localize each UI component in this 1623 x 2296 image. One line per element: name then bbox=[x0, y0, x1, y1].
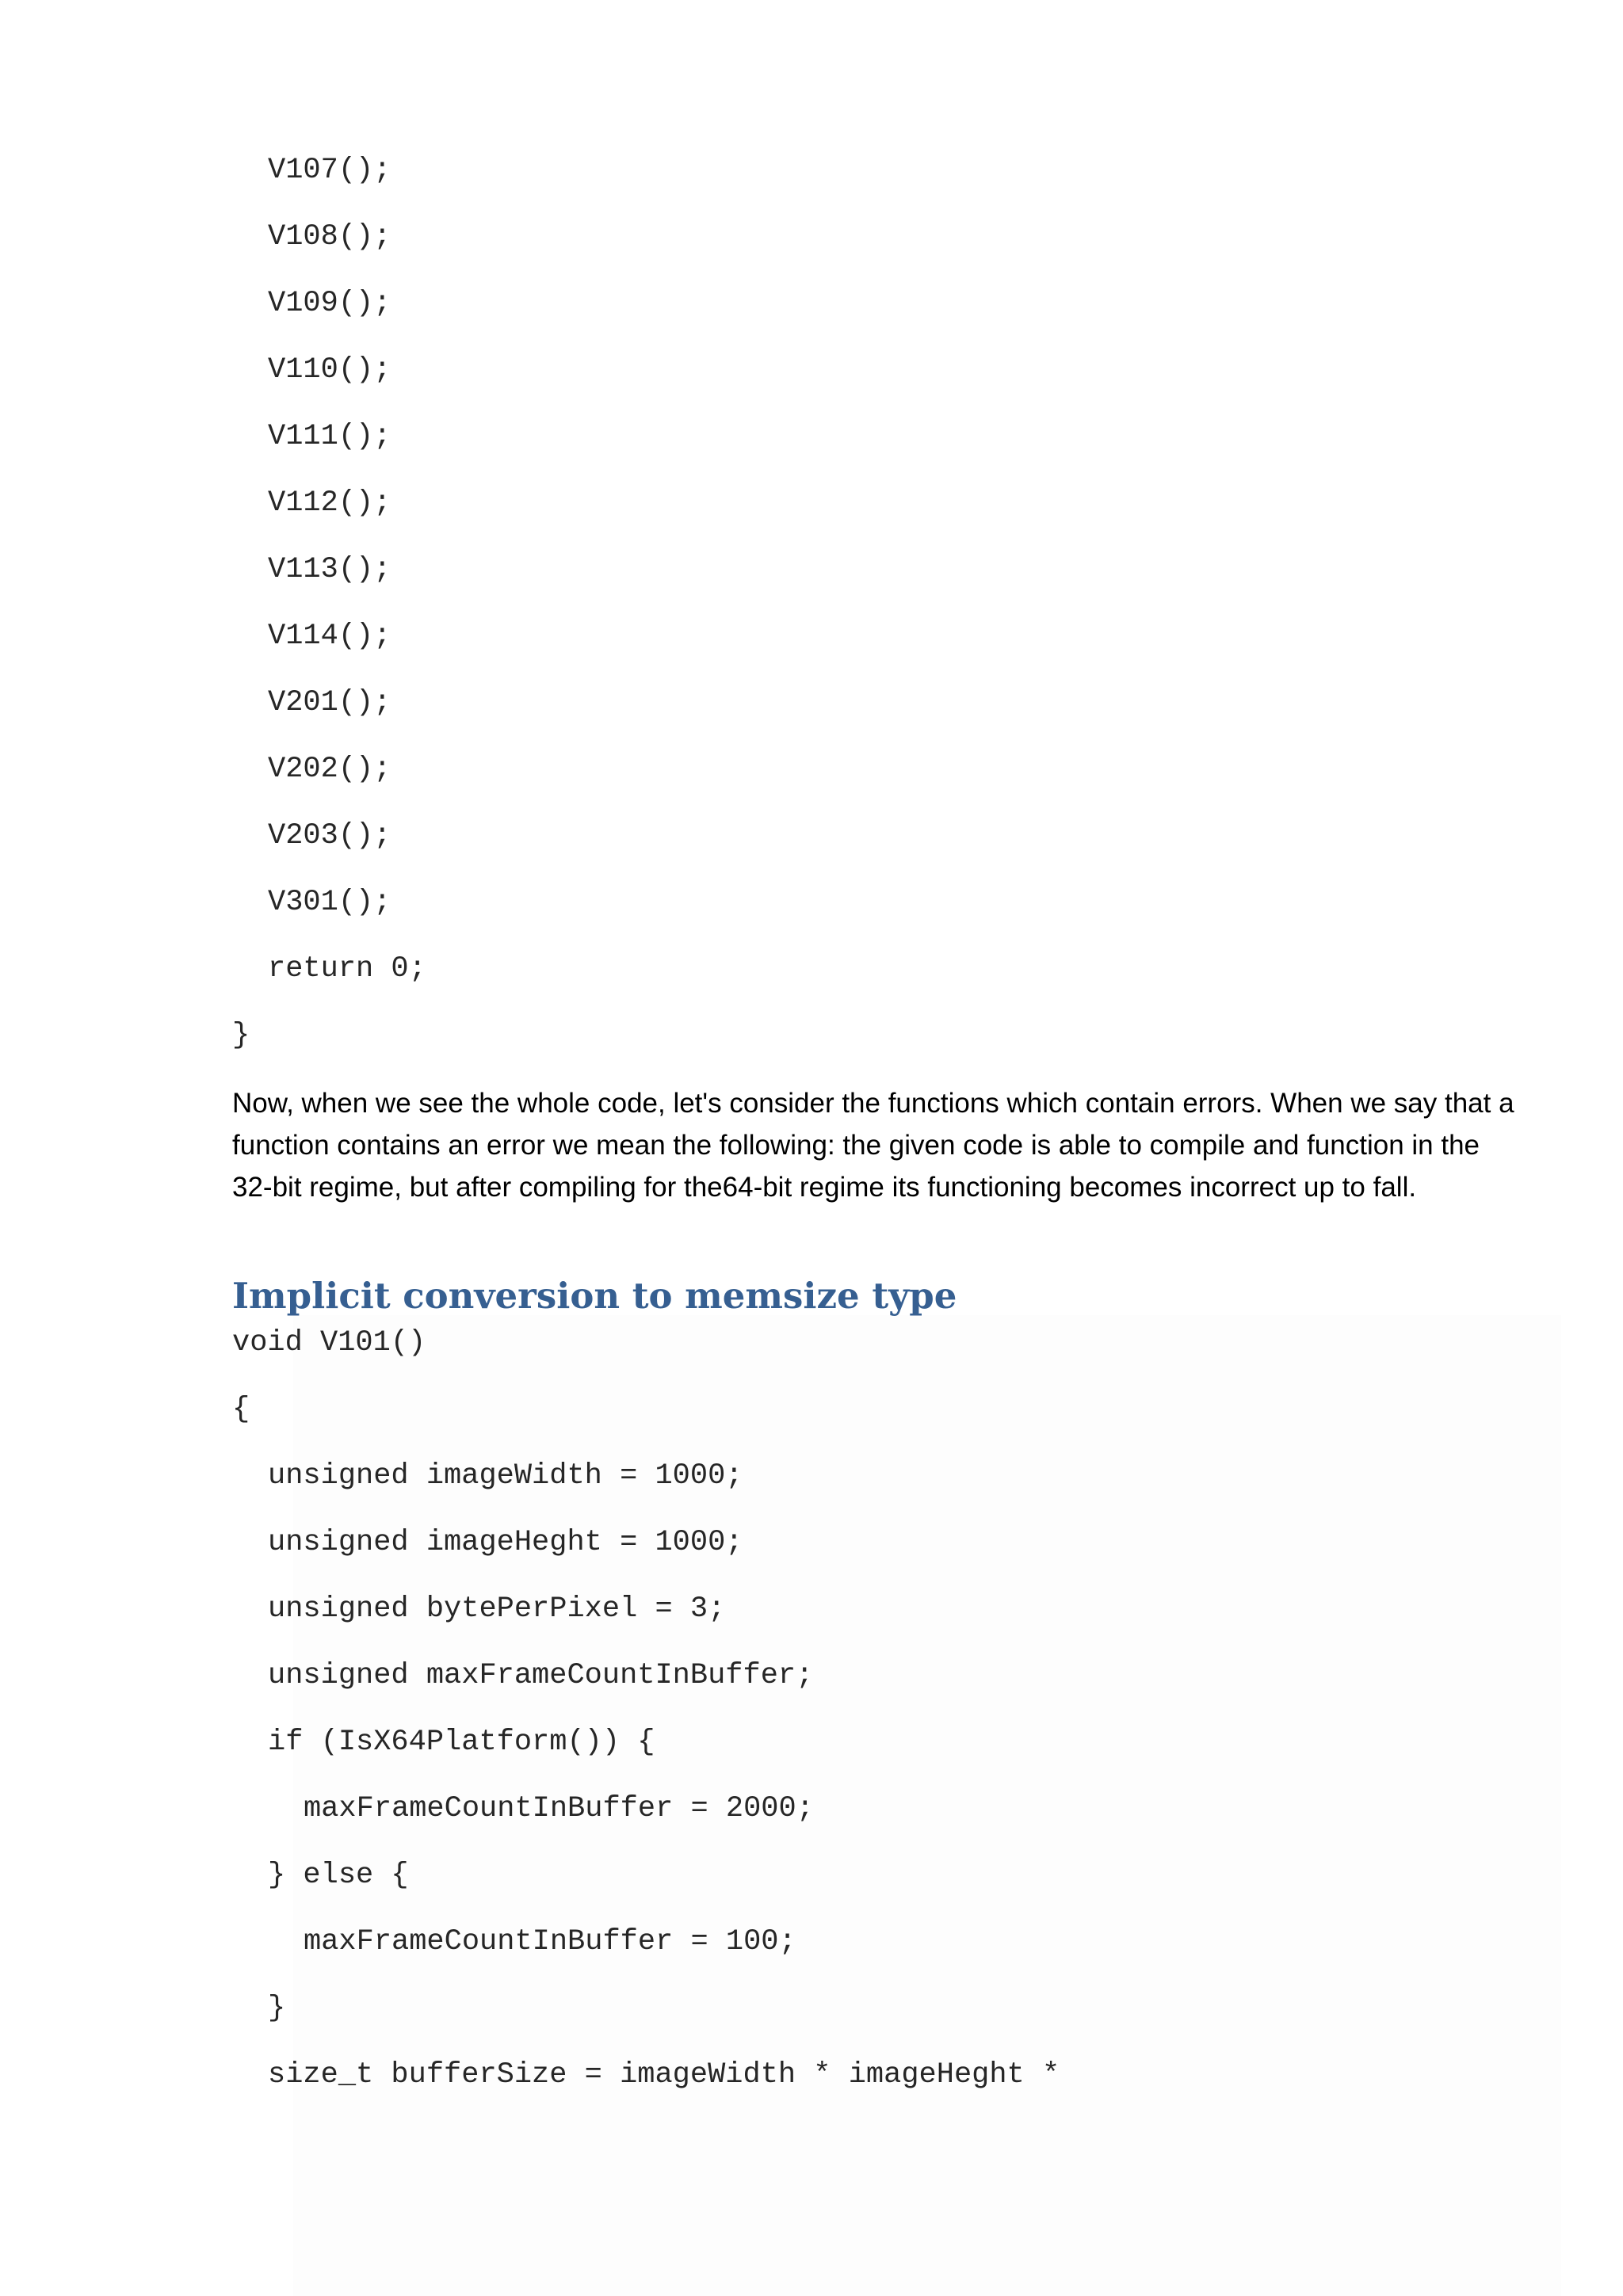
code-line-return: return 0; bbox=[268, 952, 426, 986]
code-line: V301(); bbox=[268, 886, 391, 919]
code-line: if (IsX64Platform()) { bbox=[268, 1726, 655, 1759]
code-line: V111(); bbox=[268, 420, 391, 453]
body-paragraph: Now, when we see the whole code, let's consider the functions which contain errors. When we say that a function contains an error we mean the following: the given code is able to compile and function in the 32-bit regime, but after compiling for the64-bit regime its functioning becomes incorrect up to fall. bbox=[232, 1088, 1514, 1203]
code-line: size_t bufferSize = imageWidth * imageHeght * bbox=[268, 2058, 1060, 2092]
code-line: maxFrameCountInBuffer = 2000; bbox=[304, 1792, 814, 1825]
code-line: V109(); bbox=[268, 287, 391, 320]
code-closing-brace: } bbox=[232, 1019, 250, 1052]
function-signature: void V101() bbox=[232, 1326, 426, 1360]
code-line: V113(); bbox=[268, 553, 391, 586]
code-line: V203(); bbox=[268, 819, 391, 852]
code-line: } else { bbox=[268, 1859, 409, 1892]
code-line: V114(); bbox=[268, 620, 391, 653]
code-open-brace: { bbox=[232, 1393, 250, 1426]
code-line: unsigned imageWidth = 1000; bbox=[268, 1459, 743, 1493]
code-line: } bbox=[268, 1992, 286, 2025]
code-line: V112(); bbox=[268, 486, 391, 520]
code-line: unsigned maxFrameCountInBuffer; bbox=[268, 1659, 814, 1692]
code-line: V107(); bbox=[268, 154, 391, 187]
code-line: unsigned bytePerPixel = 3; bbox=[268, 1592, 726, 1626]
code-line: unsigned imageHeght = 1000; bbox=[268, 1526, 743, 1559]
section-heading: Implicit conversion to memsize type bbox=[232, 1275, 957, 1317]
code-line: V201(); bbox=[268, 686, 391, 719]
code-line: V108(); bbox=[268, 220, 391, 254]
code-line: V202(); bbox=[268, 753, 391, 786]
code-line: V110(); bbox=[268, 353, 391, 387]
code-line: maxFrameCountInBuffer = 100; bbox=[304, 1925, 796, 1958]
